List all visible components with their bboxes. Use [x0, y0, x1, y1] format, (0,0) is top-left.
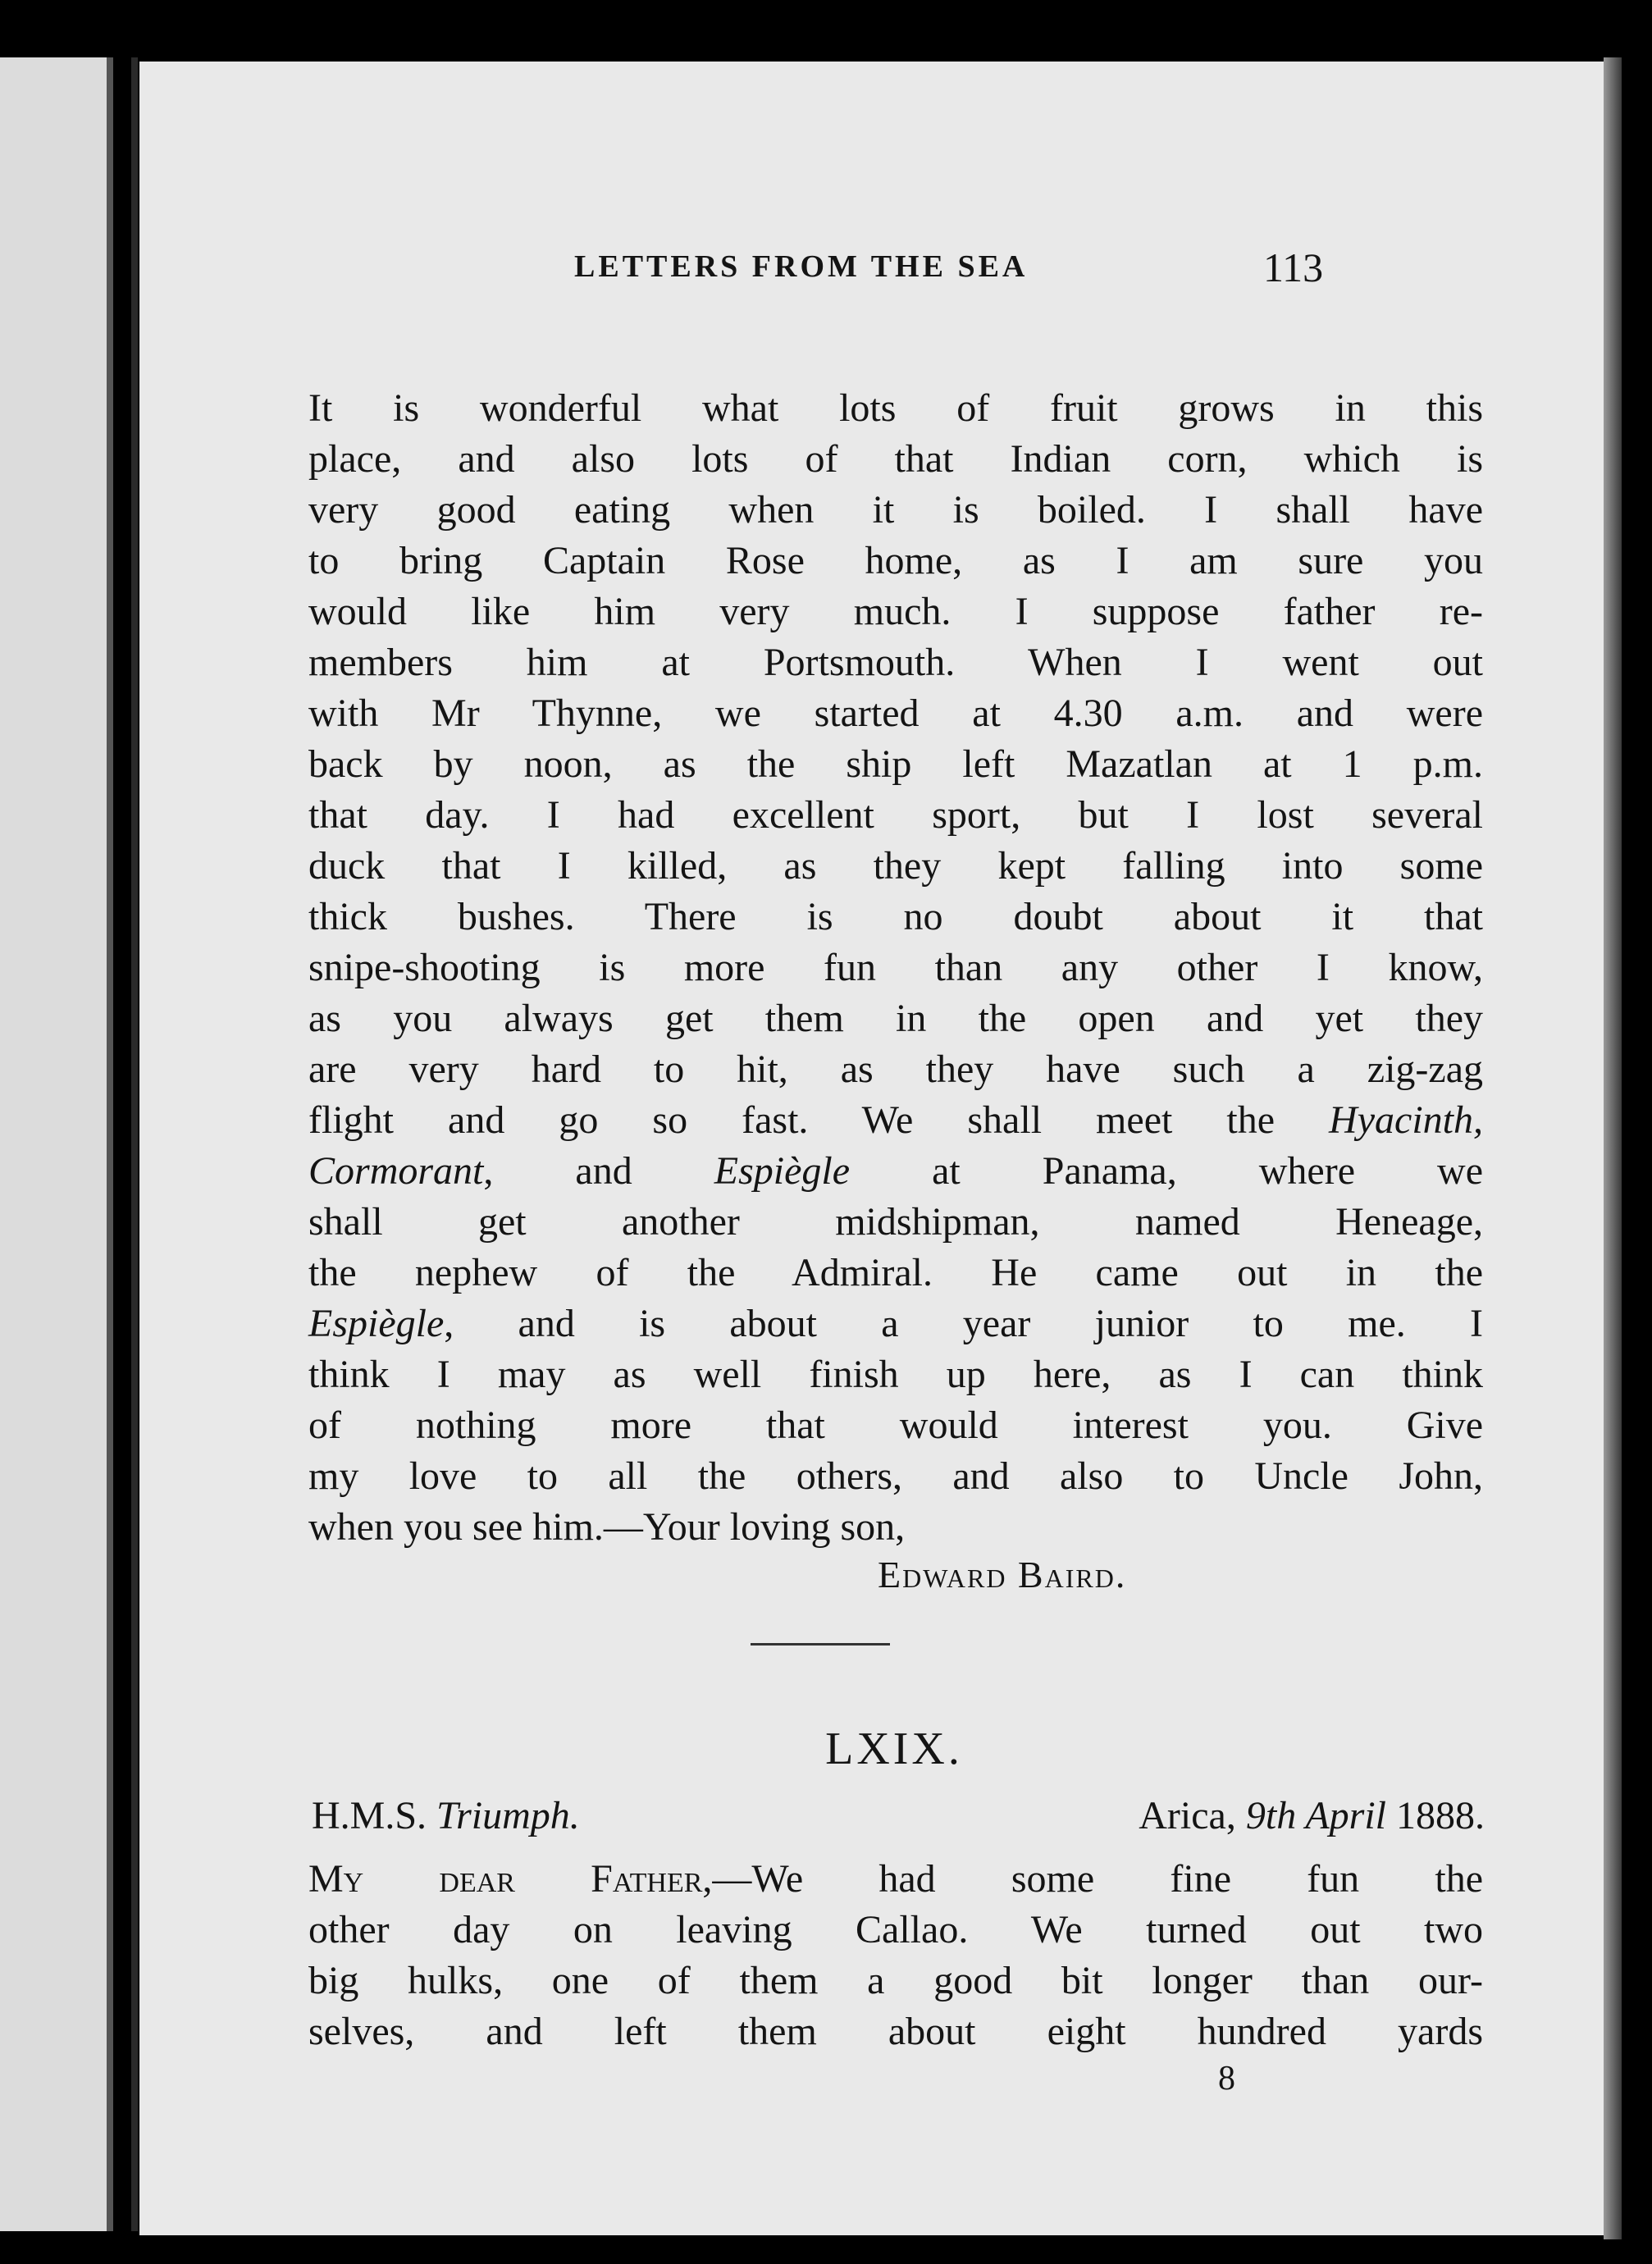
letter-dateline [312, 1791, 1485, 1842]
chapter-number: LXIX. [825, 1723, 963, 1774]
text-line-mixed [308, 1095, 1483, 1146]
text-fragment: at Panama, where we [932, 1149, 1484, 1193]
dateline-date: 9th April [1245, 1794, 1386, 1837]
dateline-place-date [1139, 1791, 1485, 1842]
dateline-ship [312, 1791, 580, 1842]
text-line-mixed [308, 1299, 1483, 1349]
dateline-place: Arica, [1139, 1794, 1236, 1837]
text-fragment: —We had some fine fun the [712, 1857, 1483, 1901]
section-divider [751, 1643, 890, 1646]
page-number: 113 [1263, 244, 1324, 290]
ship-name-italic: Espiègle [308, 1302, 445, 1345]
text-fragment: flight and go so fast. We shall meet the [308, 1098, 1276, 1142]
text-line: place, and also lots of that Indian corn, which is [308, 437, 1483, 481]
text-line: that day. I had excellent sport, but I lost several [308, 793, 1483, 837]
text-line: would like him very much. I suppose father re- [308, 590, 1483, 633]
text-line-mixed [308, 1146, 1483, 1197]
text-line: my love to all the others, and also to Uncle John, [308, 1454, 1483, 1498]
text-line: with Mr Thynne, we started at 4.30 a.m. and were [308, 692, 1483, 735]
page-edge-shadow [1604, 57, 1622, 2239]
text-line: big hulks, one of them a good bit longer than our- [308, 1959, 1483, 2002]
letter-body [308, 383, 1483, 1553]
text-line: thick bushes. There is no doubt about it that [308, 895, 1483, 938]
signature-mark: 8 [1218, 2060, 1235, 2097]
ship-name-italic: Triumph. [436, 1794, 580, 1837]
text-line: the nephew of the Admiral. He came out in the [308, 1251, 1483, 1294]
book-page [139, 62, 1616, 2235]
text-line: think I may as well finish up here, as I can think [308, 1353, 1483, 1396]
text-line: selves, and left them about eight hundred yards [308, 2010, 1483, 2053]
text-line: as you always get them in the open and yet they [308, 997, 1483, 1040]
text-line: snipe-shooting is more fun than any other I know, [308, 946, 1483, 989]
text-fragment: , and [483, 1149, 632, 1193]
ship-name-italic: Hyacinth, [1329, 1098, 1483, 1142]
dateline-year: 1888. [1396, 1794, 1485, 1837]
salutation: My dear Father, [308, 1857, 713, 1901]
salutation-line [308, 1854, 1483, 1905]
text-line: to bring Captain Rose home, as I am sure you [308, 539, 1483, 582]
binding-gutter [131, 57, 138, 2231]
letter-opening [308, 1854, 1483, 2057]
facing-page-edge [0, 57, 113, 2231]
ship-name-italic: Espiègle [714, 1149, 851, 1193]
running-title: LETTERS FROM THE SEA [574, 249, 1029, 284]
text-line: It is wonderful what lots of fruit grows in this [308, 386, 1483, 430]
ship-prefix: H.M.S. [312, 1794, 427, 1837]
text-line: shall get another midshipman, named Heneage, [308, 1200, 1483, 1244]
letter-signature: Edward Baird. [878, 1554, 1127, 1595]
text-line: of nothing more that would interest you. Give [308, 1404, 1483, 1447]
text-line: are very hard to hit, as they have such a zig-zag [308, 1048, 1483, 1091]
ship-name-italic: Cormorant [308, 1149, 484, 1193]
text-fragment: , and is about a year junior to me. I [444, 1302, 1483, 1345]
text-line: when you see him.—Your loving son, [308, 1505, 906, 1549]
text-line: members him at Portsmouth. When I went out [308, 641, 1483, 684]
text-line: other day on leaving Callao. We turned out two [308, 1908, 1483, 1951]
text-line: duck that I killed, as they kept falling into some [308, 844, 1483, 888]
text-line: very good eating when it is boiled. I shall have [308, 488, 1483, 532]
text-line: back by noon, as the ship left Mazatlan at 1 p.m. [308, 742, 1483, 786]
page-header [139, 244, 1616, 298]
